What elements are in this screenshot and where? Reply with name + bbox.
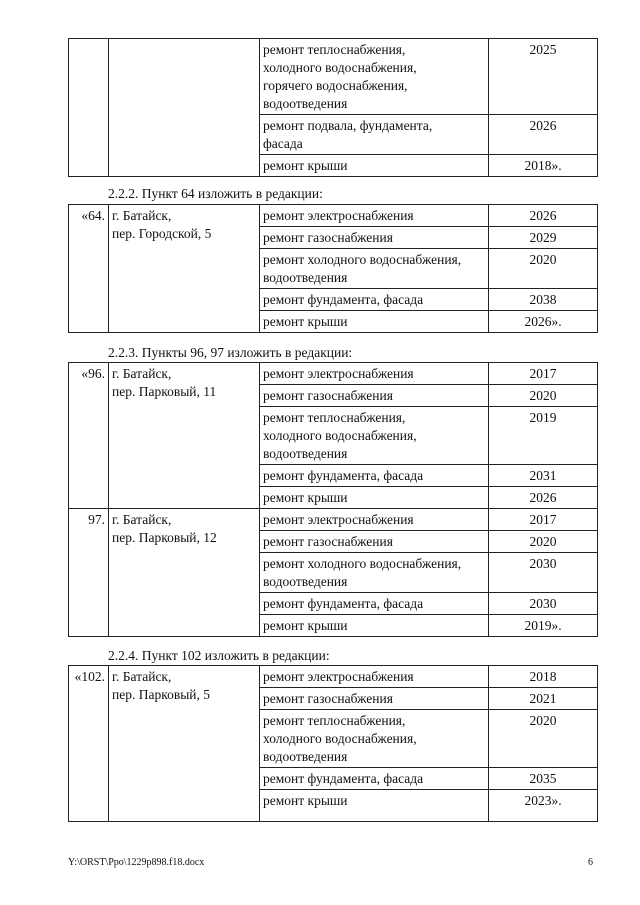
address-cell [109,39,260,177]
address-cell: г. Батайск, пер. Городской, 5 [109,205,260,333]
year-cell: 2038 [489,289,598,311]
section-heading: 2.2.4. Пункт 102 изложить в редакции: [108,648,330,663]
year-cell: 2031 [489,465,598,487]
year-cell: 2019». [489,615,598,637]
work-cell: ремонт фундамента, фасада [260,768,489,790]
work-cell: ремонт фундамента, фасада [260,593,489,615]
file-path: Y:\ORST\Ppo\1229p898.f18.docx [68,857,205,868]
address-cell: г. Батайск, пер. Парковый, 11 [109,363,260,509]
work-cell: ремонт крыши [260,155,489,177]
table-row [69,666,598,688]
year-cell: 2020 [489,385,598,407]
work-cell: ремонт теплоснабжения, холодного водоснабжения, водоотведения [260,407,489,465]
page-number: 6 [588,857,593,868]
year-cell: 2018». [489,155,598,177]
work-cell: ремонт газоснабжения [260,227,489,249]
year-cell: 2017 [489,363,598,385]
year-cell: 2023». [489,790,598,822]
item-number: «64. [69,205,109,333]
work-cell: ремонт теплоснабжения, холодного водоснабжения, водоотведения [260,710,489,768]
year-cell: 2030 [489,593,598,615]
work-cell: ремонт крыши [260,615,489,637]
work-cell: ремонт газоснабжения [260,385,489,407]
year-cell: 2029 [489,227,598,249]
register-table [68,38,598,177]
work-cell: ремонт крыши [260,790,489,822]
table-row [69,39,598,115]
register-table [68,362,598,637]
year-cell: 2030 [489,553,598,593]
year-cell: 2026 [489,205,598,227]
item-number: 97. [69,509,109,637]
year-cell: 2026». [489,311,598,333]
table-row [69,509,598,531]
work-cell: ремонт электроснабжения [260,363,489,385]
section-heading: 2.2.2. Пункт 64 изложить в редакции: [108,186,323,201]
work-cell: ремонт электроснабжения [260,509,489,531]
work-cell: ремонт фундамента, фасада [260,465,489,487]
work-cell: ремонт подвала, фундамента, фасада [260,115,489,155]
item-number [69,39,109,177]
year-cell: 2018 [489,666,598,688]
table-row [69,205,598,227]
work-cell: ремонт холодного водоснабжения, водоотведения [260,553,489,593]
work-cell: ремонт газоснабжения [260,531,489,553]
year-cell: 2021 [489,688,598,710]
item-number: «96. [69,363,109,509]
work-cell: ремонт крыши [260,487,489,509]
work-cell: ремонт холодного водоснабжения, водоотведения [260,249,489,289]
register-table [68,665,598,822]
year-cell: 2019 [489,407,598,465]
section-heading: 2.2.3. Пункты 96, 97 изложить в редакции: [108,345,353,360]
register-table [68,204,598,333]
year-cell: 2020 [489,531,598,553]
address-cell: г. Батайск, пер. Парковый, 5 [109,666,260,822]
year-cell: 2017 [489,509,598,531]
table-row [69,363,598,385]
year-cell: 2020 [489,710,598,768]
address-cell: г. Батайск, пер. Парковый, 12 [109,509,260,637]
year-cell: 2025 [489,39,598,115]
year-cell: 2035 [489,768,598,790]
item-number: «102. [69,666,109,822]
year-cell: 2026 [489,115,598,155]
year-cell: 2020 [489,249,598,289]
year-cell: 2026 [489,487,598,509]
work-cell: ремонт электроснабжения [260,205,489,227]
work-cell: ремонт теплоснабжения, холодного водоснабжения, горячего водоснабжения, водоотведения [260,39,489,115]
work-cell: ремонт крыши [260,311,489,333]
work-cell: ремонт электроснабжения [260,666,489,688]
work-cell: ремонт газоснабжения [260,688,489,710]
work-cell: ремонт фундамента, фасада [260,289,489,311]
